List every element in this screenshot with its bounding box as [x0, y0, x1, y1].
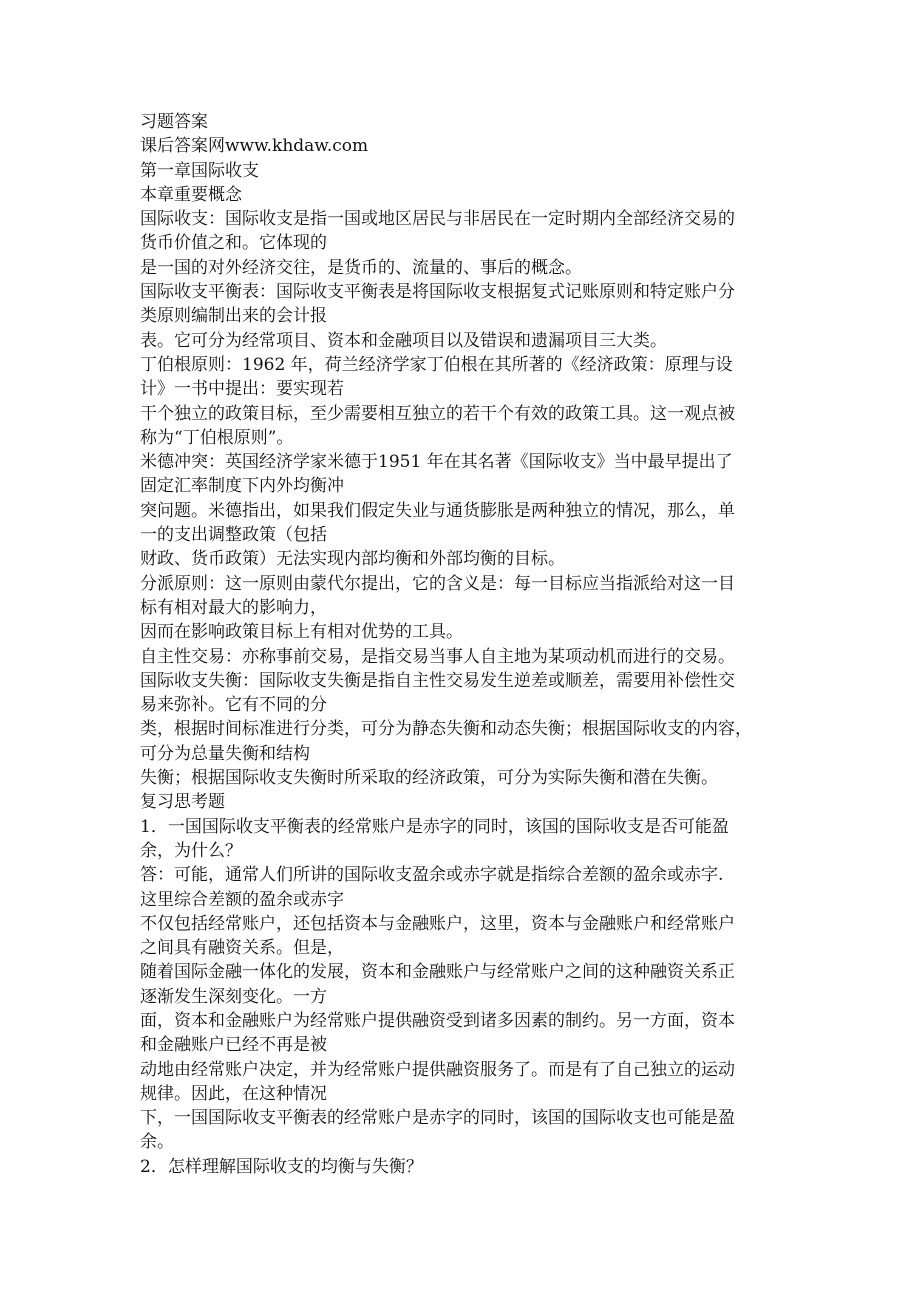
answer-line: 余。 [140, 1132, 174, 1153]
text-line: 标有相对最大的影响力， [140, 597, 327, 618]
text-line: 干个独立的政策目标，至少需要相互独立的若干个有效的政策工具。这一观点被 [140, 403, 735, 424]
answer-line: 这里综合差额的盈余或赤字 [140, 889, 344, 910]
text-line: 自主性交易：亦称事前交易，是指交易当事人自主地为某项动机而进行的交易。 [140, 646, 735, 667]
text-line: 分派原则：这一原则由蒙代尔提出，它的含义是：每一目标应当指派给对这一目 [140, 573, 735, 594]
text-line: 一的支出调整政策（包括 [140, 525, 327, 546]
text-line: 国际收支：国际收支是指一国或地区居民与非居民在一定时期内全部经济交易的 [140, 209, 735, 230]
answer-line: 之间具有融资关系。但是， [140, 938, 344, 959]
text-line: 因而在影响政策目标上有相对优势的工具。 [140, 622, 463, 643]
text-line: 米德冲突：英国经济学家米德于1951 年在其名著《国际收支》当中最早提出了 [140, 452, 733, 473]
text-line: 丁伯根原则：1962 年，荷兰经济学家丁伯根在其所著的《经济政策：原理与设 [140, 354, 733, 375]
question-1-cont: 余，为什么？ [140, 840, 242, 861]
text-line: 表。它可分为经常项目、资本和金融项目以及错误和遗漏项目三大类。 [140, 330, 667, 351]
question-2: 2．怎样理解国际收支的均衡与失衡？ [140, 1156, 423, 1177]
text-line: 类，根据时间标准进行分类，可分为静态失衡和动态失衡；根据国际收支的内容， [140, 719, 752, 740]
section-heading-concepts: 本章重要概念 [140, 184, 242, 205]
answer-line: 面，资本和金融账户为经常账户提供融资受到诸多因素的制约。另一方面，资本 [140, 1010, 735, 1031]
text-line: 易来弥补。它有不同的分 [140, 695, 327, 716]
text-line: 类原则编制出来的会计报 [140, 306, 327, 327]
text-line: 可分为总量失衡和结构 [140, 743, 310, 764]
answer-line: 随着国际金融一体化的发展，资本和金融账户与经常账户之间的这种融资关系正 [140, 962, 735, 983]
text-line: 是一国的对外经济交往，是货币的、流量的、事后的概念。 [140, 257, 582, 278]
section-heading-review: 复习思考题 [140, 792, 225, 813]
doc-source: 课后答案网www.khdaw.com [140, 136, 369, 157]
text-line: 突问题。米德指出，如果我们假定失业与通货膨胀是两种独立的情况，那么，单 [140, 500, 735, 521]
answer-line: 逐渐发生深刻变化。一方 [140, 986, 327, 1007]
answer-line: 不仅包括经常账户，还包括资本与金融账户，这里，资本与金融账户和经常账户 [140, 913, 735, 934]
text-line: 固定汇率制度下内外均衡冲 [140, 476, 344, 497]
answer-line: 动地由经常账户决定，并为经常账户提供融资服务了。而是有了自己独立的运动 [140, 1059, 735, 1080]
document-body [140, 110, 800, 1179]
text-line: 财政、货币政策）无法实现内部均衡和外部均衡的目标。 [140, 549, 565, 570]
text-line: 国际收支平衡表：国际收支平衡表是将国际收支根据复式记账原则和特定账户分 [140, 282, 735, 303]
question-1: 1．一国国际收支平衡表的经常账户是赤字的同时，该国的国际收支是否可能盈 [140, 816, 729, 837]
text-line: 计》一书中提出：要实现若 [140, 379, 344, 400]
answer-line: 下，一国国际收支平衡表的经常账户是赤字的同时，该国的国际收支也可能是盈 [140, 1108, 735, 1129]
answer-line: 规律。因此，在这种情况 [140, 1083, 327, 1104]
text-line: 失衡；根据国际收支失衡时所采取的经济政策，可分为实际失衡和潜在失衡。 [140, 768, 718, 789]
answer-line: 答：可能，通常人们所讲的国际收支盈余或赤字就是指综合差额的盈余或赤字. [140, 865, 724, 886]
text-line: 称为“丁伯根原则”。 [140, 427, 294, 448]
text-line: 货币价值之和。它体现的 [140, 233, 327, 254]
doc-title: 习题答案 [140, 112, 208, 132]
chapter-title: 第一章国际收支 [140, 160, 259, 181]
answer-line: 和金融账户已经不再是被 [140, 1035, 327, 1056]
text-line: 国际收支失衡：国际收支失衡是指自主性交易发生逆差或顺差，需要用补偿性交 [140, 670, 735, 691]
